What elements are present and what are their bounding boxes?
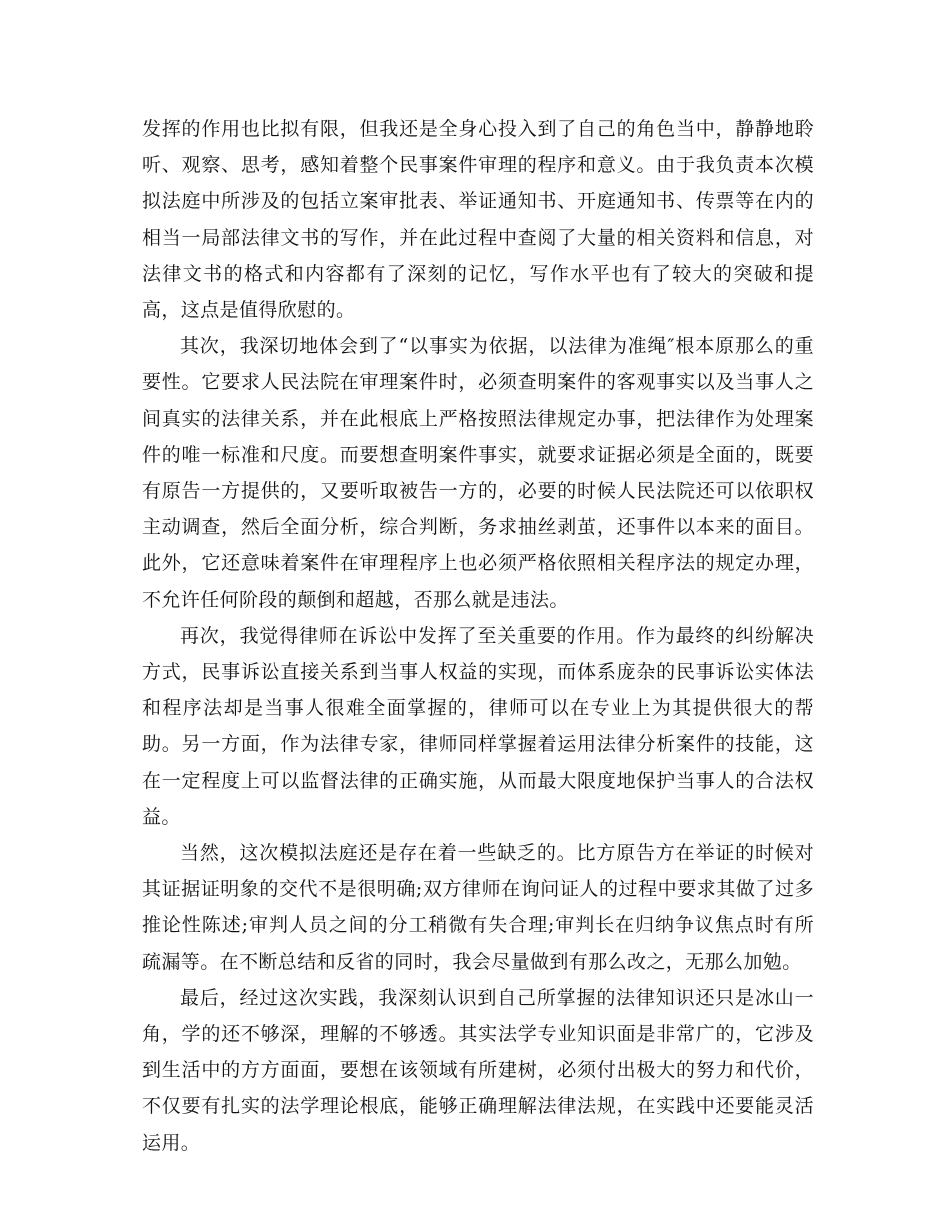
- paragraph-4: 当然，这次模拟法庭还是存在着一些缺乏的。比方原告方在举证的时候对其证据证明象的交代不是很明确;双方律师在询问证人的过程中要求其做了过多推论性陈述;审判人员之间的分工稍微有失合理;审判长在归纳争议焦点时有所疏漏等。在不断总结和反省的同时，我会尽量做到有那么改之，无那么加勉。: [142, 842, 814, 973]
- paragraph-2: 其次，我深切地体会到了“以事实为依据，以法律为准绳″根本原那么的重要性。它要求人民法院在审理案件时，必须查明案件的客观事实以及当事人之间真实的法律关系，并在此根底上严格按照法律规定办事，把法律作为处理案件的唯一标准和尺度。而要想查明案件事实，就要求证据必须是全面的，既要有原告一方提供的，又要听取被告一方的，必要的时候人民法院还可以依职权主动调查，然后全面分析，综合判断，务求抽丝剥茧，还事件以本来的面目。此外，它还意味着案件在审理程序上也必须严格依照相关程序法的规定办理，不允许任何阶段的颠倒和超越，否那么就是违法。: [142, 335, 814, 611]
- document-body: [142, 111, 814, 1161]
- paragraph-5: 最后，经过这次实践，我深刻认识到自己所掌握的法律知识还只是冰山一角，学的还不够深，理解的不够透。其实法学专业知识面是非常广的，它涉及到生活中的方方面面，要想在该领域有所建树，必须付出极大的努力和代价，不仅要有扎实的法学理论根底，能够正确理解法律法规，在实践中还要能灵活运用。: [142, 986, 814, 1154]
- paragraph-1: 发挥的作用也比拟有限，但我还是全身心投入到了自己的角色当中，静静地聆听、观察、思考，感知着整个民事案件审理的程序和意义。由于我负责本次模拟法庭中所涉及的包括立案审批表、举证通知书、开庭通知书、传票等在内的相当一局部法律文书的写作，并在此过程中查阅了大量的相关资料和信息，对法律文书的格式和内容都有了深刻的记忆，写作水平也有了较大的突破和提高，这点是值得欣慰的。: [142, 118, 814, 322]
- paragraph-3: 再次，我觉得律师在诉讼中发挥了至关重要的作用。作为最终的纠纷解决方式，民事诉讼直接关系到当事人权益的实现，而体系庞杂的民事诉讼实体法和程序法却是当事人很难全面掌握的，律师可以在专业上为其提供很大的帮助。另一方面，作为法律专家，律师同样掌握着运用法律分析案件的技能，这在一定程度上可以监督法律的正确实施，从而最大限度地保护当事人的合法权益。: [142, 624, 814, 828]
